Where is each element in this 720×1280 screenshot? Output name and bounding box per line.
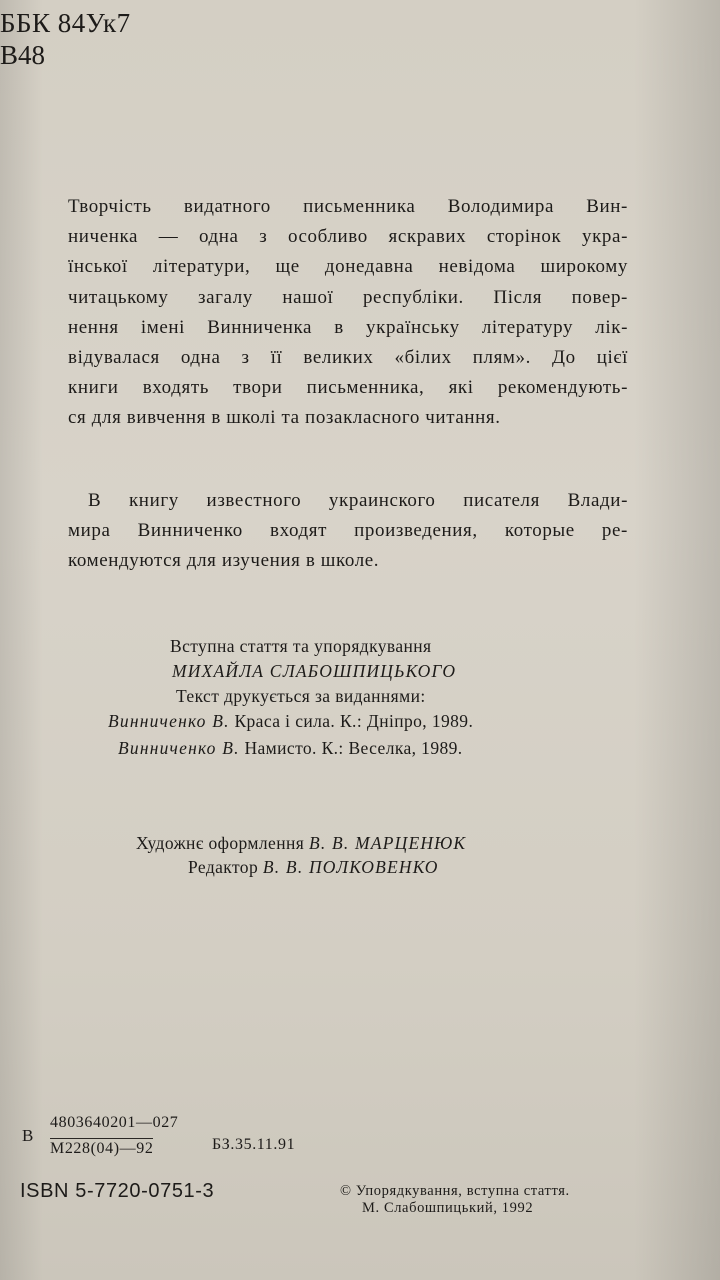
biblio-denominator: М228(04)—92: [50, 1140, 154, 1157]
author-mark: В48: [0, 40, 46, 70]
annotation-line: читацькому загалу нашої республіки. Після повер-: [68, 286, 628, 308]
editor-credit: [188, 857, 439, 878]
compiler-name: МИХАЙЛА СЛАБОШПИЦЬКОГО: [172, 661, 457, 681]
annotation-line: В книгу известного украинского писателя Влади-: [88, 490, 628, 511]
annotation-line: ниченка — одна з особливо яскравих сторінок укра-: [68, 226, 628, 248]
bbk-index: ББК 84Ук7: [0, 8, 131, 38]
biblio-code: БЗ.35.11.91: [212, 1136, 296, 1153]
copyright-line: © Упорядкування, вступна стаття.: [340, 1183, 570, 1199]
designer-name: В. В. МАРЦЕНЮК: [308, 833, 467, 853]
annotation-ukrainian: [68, 192, 628, 434]
editor-label: Редактор: [188, 857, 259, 877]
source-label: Текст друкується за виданнями:: [176, 686, 426, 706]
design-credit: [136, 833, 466, 854]
annotation-line: Творчість видатного письменника Володимира Вин-: [68, 196, 628, 217]
source-title: Намисто. К.: Веселка, 1989.: [244, 738, 463, 758]
intro-label: Вступна стаття та упорядкування: [170, 636, 432, 656]
annotation-line: нення імені Винниченка в українську літературу лік-: [68, 316, 628, 338]
source-author: Винниченко В.: [108, 711, 230, 731]
isbn: ISBN 5-7720-0751-3: [20, 1180, 215, 1202]
annotation-line: відувалася одна з її великих «білих плям». До цієї: [68, 347, 628, 369]
source-author: Винниченко В.: [118, 738, 240, 758]
biblio-numerator: 4803640201—027: [50, 1114, 179, 1131]
source-edition-2: [118, 738, 463, 759]
annotation-russian: [68, 486, 628, 577]
annotation-line: мира Винниченко входят произведения, которые ре-: [68, 520, 628, 542]
annotation-line: комендуются для изучения в школе.: [68, 550, 380, 572]
biblio-letter: В: [22, 1126, 34, 1145]
design-label: Художнє оформлення: [136, 833, 305, 853]
copyright-line: М. Слабошпицький, 1992: [362, 1200, 534, 1216]
source-title: Краса і сила. К.: Дніпро, 1989.: [234, 711, 474, 731]
annotation-line: книги входять твори письменника, які рекомендують-: [68, 377, 628, 399]
annotation-line: їнської літератури, ще донедавна невідома широкому: [68, 256, 628, 278]
annotation-line: ся для вивчення в школі та позакласного читання.: [68, 407, 501, 429]
source-edition-1: [108, 711, 473, 732]
editor-name: В. В. ПОЛКОВЕНКО: [262, 857, 439, 877]
